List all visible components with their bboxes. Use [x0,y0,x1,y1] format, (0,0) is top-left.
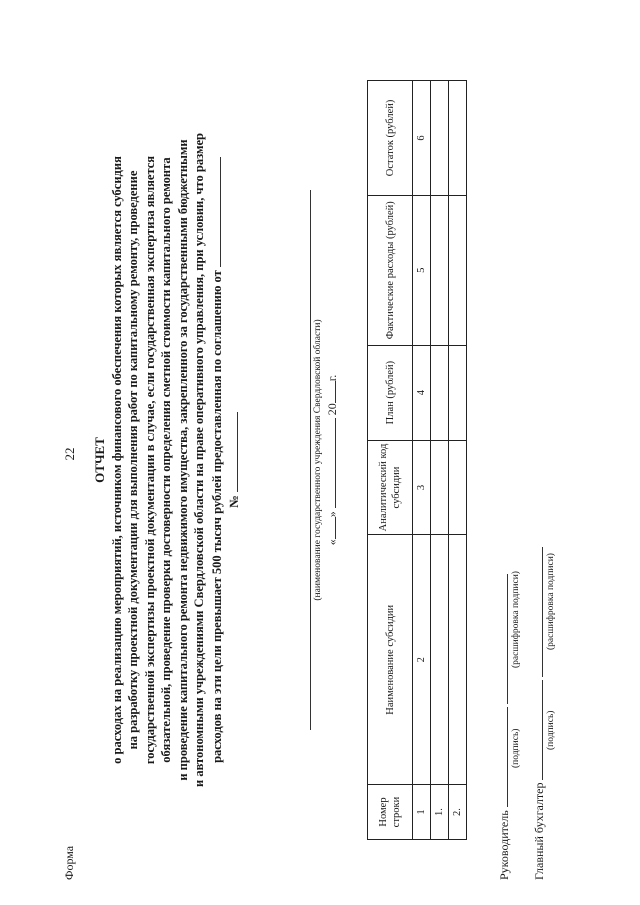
column-number: 3 [413,440,431,535]
head-signature-field[interactable] [495,707,508,807]
title-line-5: и проведение капитального ремонта недвижимого имущества, закрепленного за государственными бюджетными [175,139,190,781]
title-line-7-text: расходов на эти цели превышает 500 тысяч рублей предоставленная по соглашению от [209,270,224,763]
table-column-numbers-row [413,81,431,840]
report-table [367,80,467,840]
row-number-cell: 2. [449,785,467,840]
header-analytic-code: Аналитический код субсидии [368,440,413,535]
date-year-suffix: г. [325,374,339,382]
table-cell[interactable] [431,440,449,535]
agreement-number-field[interactable] [225,412,238,492]
report-date [323,40,340,880]
organization-name-field[interactable] [290,190,311,730]
header-actual: Фактические расходы (рублей) [368,195,413,345]
agreement-number-line [225,40,243,880]
header-remainder: Остаток (рублей) [368,81,413,196]
organization-caption: (наименование государственного учреждения Свердловской области) [313,319,323,601]
date-close-quote: » [325,511,339,518]
accountant-label: Главный бухгалтер [532,782,546,880]
page-number: 22 [62,447,77,461]
accountant-signature-field[interactable] [530,680,543,780]
table-cell[interactable] [431,345,449,440]
date-month-field[interactable] [323,418,336,508]
date-day-field[interactable] [323,517,336,539]
column-number: 2 [413,535,431,785]
table-cell[interactable] [431,535,449,785]
title-line-3: государственной экспертизы проектной документации в случае, если государственная экспертиза является [142,155,157,765]
column-number: 6 [413,81,431,196]
head-signature-hint: (подпись) [511,728,521,768]
table-cell[interactable] [449,440,467,535]
number-sign: № [227,495,241,508]
accountant-decode-hint: (расшифровка подписи) [546,553,556,650]
column-number: 4 [413,345,431,440]
title-line-6: и автономными учреждениями Свердловской области на праве оперативного управления, при условии, что размер [192,133,206,787]
table-header-row [368,81,413,840]
head-decode-hint: (расшифровка подписи) [511,571,521,668]
report-heading: ОТЧЕТ [92,437,107,483]
date-year-field[interactable] [323,381,336,403]
table-row [449,81,467,840]
accountant-decode-field[interactable] [530,547,543,677]
table-cell[interactable] [431,81,449,196]
row-number-cell: 1. [431,785,449,840]
agreement-date-field[interactable] [208,157,221,267]
header-plan: План (рублей) [368,345,413,440]
date-open-quote: « [325,539,339,546]
accountant-signature-hint: (подпись) [546,710,556,750]
header-row-number: Номер строки [368,785,413,840]
column-number: 5 [413,195,431,345]
head-label: Руководитель [497,810,511,880]
organization-block [290,40,323,880]
report-title [92,40,243,880]
head-decode-field[interactable] [495,574,508,704]
rotated-page-content [40,40,610,880]
title-line-2: на разработку проектной документации для выполнения работ по капитальному ремонту, проведение [126,170,140,750]
head-signature-block [495,571,521,880]
header-subsidy-name: Наименование субсидии [368,535,413,785]
table-cell[interactable] [449,535,467,785]
title-line-4: обязательной, проведение проверки достоверности определения сметной стоимости капитального ремонта [159,157,173,763]
date-year-prefix: 20 [325,403,339,416]
table-cell[interactable] [449,345,467,440]
table-cell[interactable] [449,81,467,196]
table-cell[interactable] [431,195,449,345]
title-line-7 [208,40,226,880]
form-label: Форма [62,845,76,880]
title-line-1: о расходах на реализацию мероприятий, источником финансового обеспечения которых является субсидия [109,156,124,764]
accountant-signature-block [530,547,556,880]
column-number: 1 [413,785,431,840]
table-cell[interactable] [449,195,467,345]
table-row [431,81,449,840]
